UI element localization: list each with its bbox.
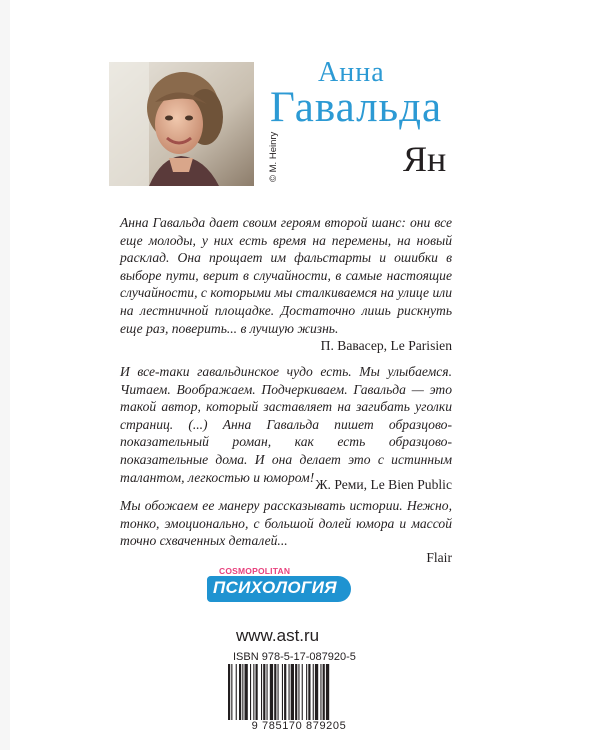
review-source: Ж. Реми, Le Bien Public (315, 477, 452, 492)
author-first-name: Анна (318, 57, 385, 88)
logo-main: ПСИХОЛОГИЯ (213, 578, 337, 597)
review-source: Flair (426, 550, 452, 565)
psychologies-logo (207, 566, 351, 606)
review-quote: Мы обожаем ее манеру рассказывать истории. Нежно, тонко, эмоционально, с большой долей юмора и массой точно схваченных деталей... (120, 498, 452, 549)
author-last-name: Гавальда (270, 84, 443, 131)
review-quote: И все-таки гавальдинское чудо есть. Мы улыбаемся. Читаем. Воображаем. Подчеркиваем. Гавальда — это такой автор, который заставляет на загибать уголки страниц. (...) Анна Гавальда пишет образцово-показательный роман, как есть образцово-показательные дома. И она делает это с истинным талантом, легкостью и юмором! (120, 364, 452, 485)
isbn: ISBN 978-5-17-087920-5 (233, 651, 356, 663)
author-photo (109, 62, 254, 186)
spine-strip (0, 0, 10, 750)
photo-credit: © M. Heinry (268, 131, 279, 182)
barcode (226, 664, 372, 720)
author-portrait-image (109, 62, 254, 186)
publisher-site: www.ast.ru (236, 626, 320, 645)
logo-cosmopolitan: COSMOPOLITAN (219, 566, 291, 576)
barcode-digits: 9 785170 879205 (251, 720, 347, 732)
review-source: П. Вавасер, Le Parisien (320, 338, 452, 353)
review-quote: Анна Гавальда дает своим героям второй шанс: они все еще молоды, у них есть время на перемены, на новый расклад. Она прощает им фальстарты и ошибки в выборе пути, верит в случайности, в самые настоящие случайности, с которыми мы сталкиваемся на улице или на лестничной площадке. Достаточно лишь рискнуть еще раз, поверить... в лучшую жизнь. (120, 215, 452, 336)
book-title: Ян (403, 139, 447, 179)
